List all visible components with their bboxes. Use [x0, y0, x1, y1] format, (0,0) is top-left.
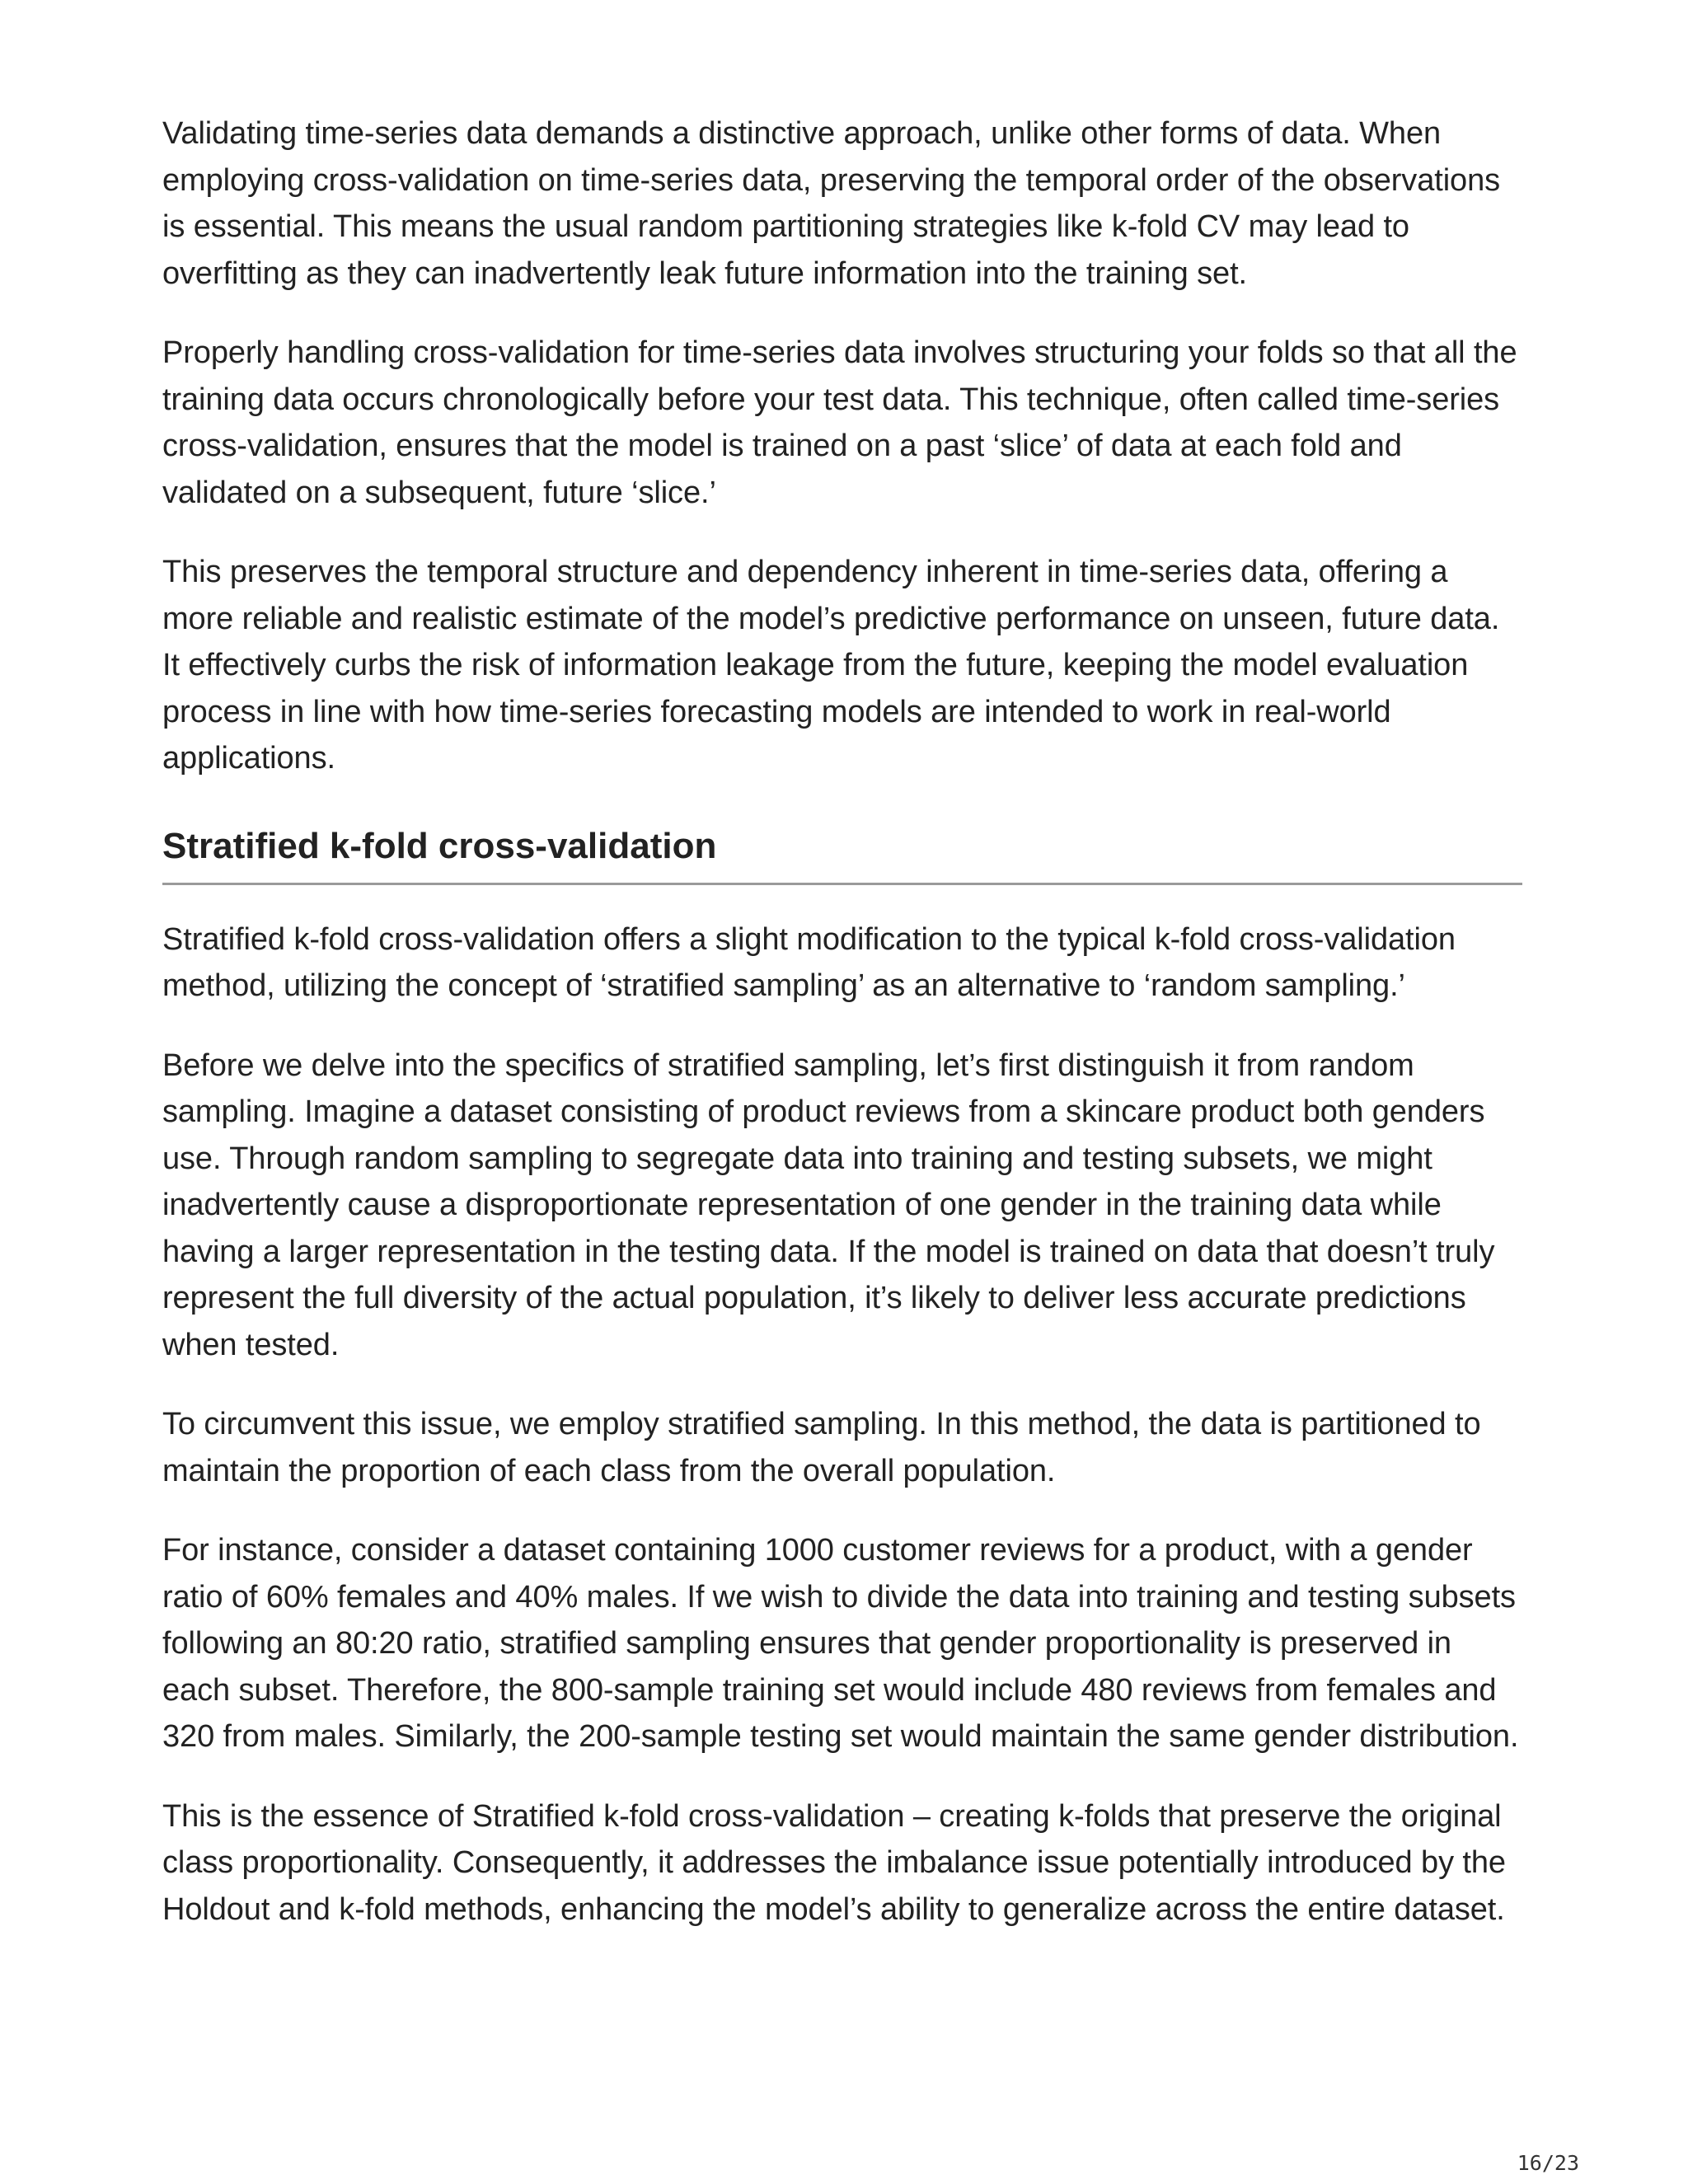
paragraph-example: For instance, consider a dataset containing 1000 customer reviews for a product, with a gender ratio of 60% females and 40% males. If we wish to divide the data into training and testing subsets following an 80:20 ratio, stratified sampling ensures that gender proportionality is preserved in each subset. Therefore, the 800-sample training set would include 480 reviews from females and 320 from males. Similarly, the 200-sample testing set would maintain the same gender distribution.: [162, 1533, 1519, 1754]
paragraph-stratified-intro: Stratified k-fold cross-validation offers a slight modification to the typical k-fold cross-validation method, utilizing the concept of ‘stratified sampling’ as an alternative to ‘random sampling.’: [162, 921, 1456, 1003]
paragraph-time-series-folds: Properly handling cross-validation for time-series data involves structuring your folds so that all the training data occurs chronologically before your test data. This technique, often called time-series cross-validation, ensures that the model is trained on a past ‘slice’ of data at each fold and validated on a subsequent, future ‘slice.’: [162, 335, 1517, 510]
heading-divider: [162, 883, 1522, 885]
paragraph-essence: This is the essence of Stratified k-fold cross-validation – creating k-folds that preserve the original class proportionality. Consequently, it addresses the imbalance issue potentially introduced by the Holdout and k-fold methods, enhancing the model’s ability to generalize across the entire dataset.: [162, 1798, 1506, 1927]
paragraph-stratified-sampling: To circumvent this issue, we employ stratified sampling. In this method, the data is partitioned to maintain the proportion of each class from the overall population.: [162, 1407, 1481, 1488]
section-heading: Stratified k-fold cross-validation: [162, 825, 717, 866]
paragraph-time-series-validation: Validating time-series data demands a distinctive approach, unlike other forms of data. When employing cross-validation on time-series data, preserving the temporal order of the observations is essential. This means the usual random partitioning strategies like k-fold CV may lead to overfitting as they can inadvertently leak future information into the training set.: [162, 116, 1501, 291]
paragraph-random-sampling: Before we delve into the specifics of stratified sampling, let’s first distinguish it from random sampling. Imagine a dataset consisting of product reviews from a skincare product both genders use. Through random sampling to segregate data into training and testing subsets, we might inadvertently cause a disproportionate representation of one gender in the training data while having a larger representation in the testing data. If the model is trained on data that doesn’t truly represent the full diversity of the actual population, it’s likely to deliver less accurate predictions when tested.: [162, 1047, 1495, 1362]
document-page: [162, 110, 1522, 1966]
paragraph-temporal-structure: This preserves the temporal structure and dependency inherent in time-series data, offering a more reliable and realistic estimate of the model’s predictive performance on unseen, future data. It effectively curbs the risk of information leakage from the future, keeping the model evaluation process in line with how time-series forecasting models are intended to work in real-world applications.: [162, 555, 1500, 776]
page-number: 16/23: [1517, 2151, 1579, 2175]
